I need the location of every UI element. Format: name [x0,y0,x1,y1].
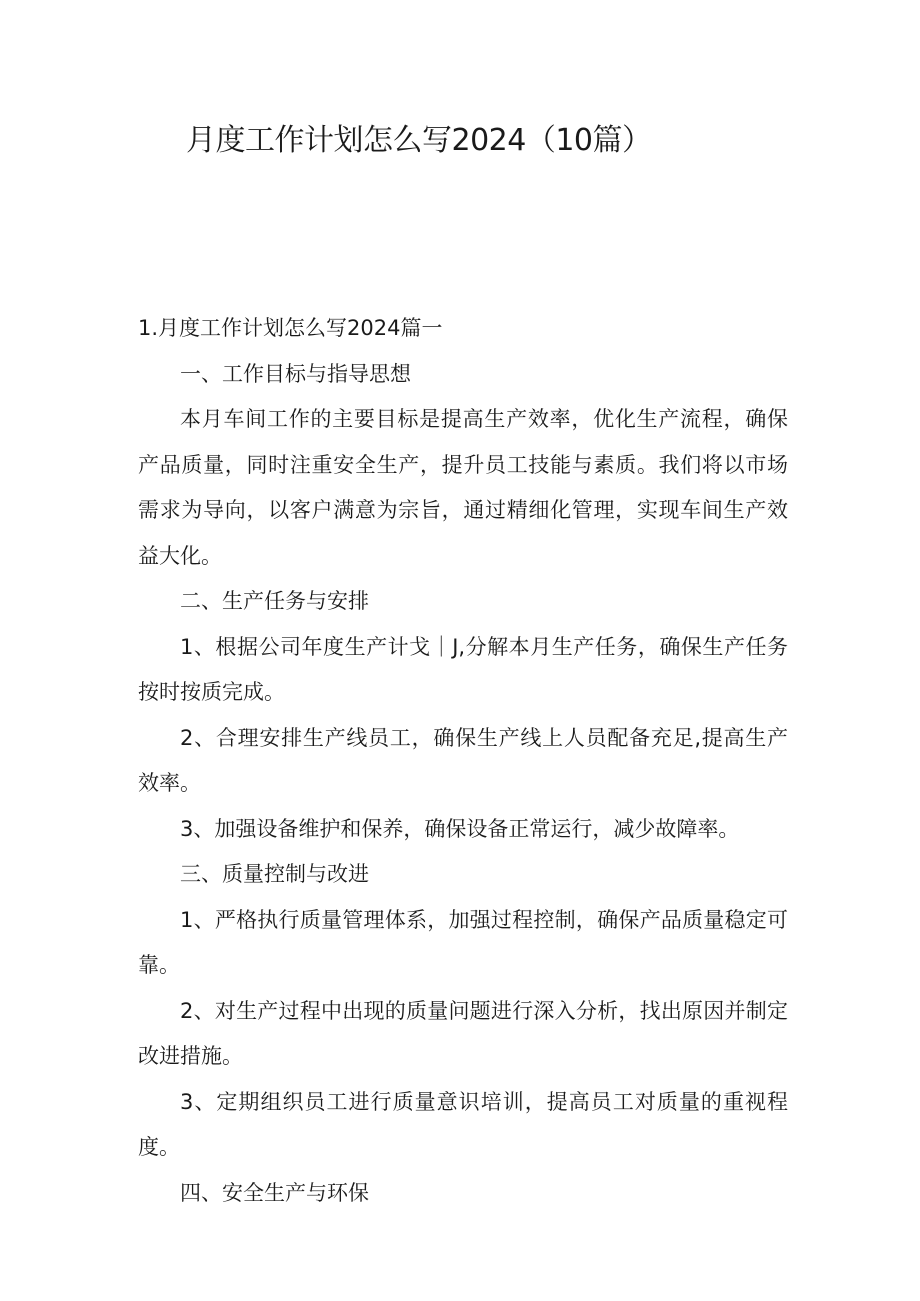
list-item-task-2: 2、合理安排生产线员工，确保生产线上人员配备充足,提高生产效率。 [138,725,788,795]
list-item-quality-1: 1、严格执行质量管理体系，加强过程控制，确保产品质量稳定可靠。 [138,907,788,977]
document-body [138,306,788,1216]
section-heading-quality: 三、质量控制与改进 [180,862,369,886]
list-item-task-1: 1、根据公司年度生产计戈｜J,分解本月生产任务，确保生产任务按时按质完成。 [138,634,788,704]
section-heading-tasks: 二、生产任务与安排 [180,589,369,613]
paragraph-goals: 本月车间工作的主要目标是提高生产效率，优化生产流程，确保产品质量，同时注重安全生产，提升员工技能与素质。我们将以市场需求为导向，以客户满意为宗旨，通过精细化管理，实现车间生产效益大化。 [138,407,788,568]
section-heading-safety: 四、安全生产与环保 [180,1180,369,1205]
list-item-quality-2: 2、对生产过程中出现的质量问题进行深入分析，找出原因并制定改进措施。 [138,998,788,1068]
section-heading-goals: 一、工作目标与指导思想 [180,361,411,386]
list-item-quality-3: 3、定期组织员工进行质量意识培训，提高员工对质量的重视程度。 [138,1089,788,1159]
list-item-task-3: 3、加强设备维护和保养，确保设备正常运行，减少故障率。 [180,816,740,841]
article-heading: 1.月度工作计划怎么写2024篇一 [138,316,443,340]
document-title: 月度工作计划怎么写2024（10篇） [186,123,652,158]
